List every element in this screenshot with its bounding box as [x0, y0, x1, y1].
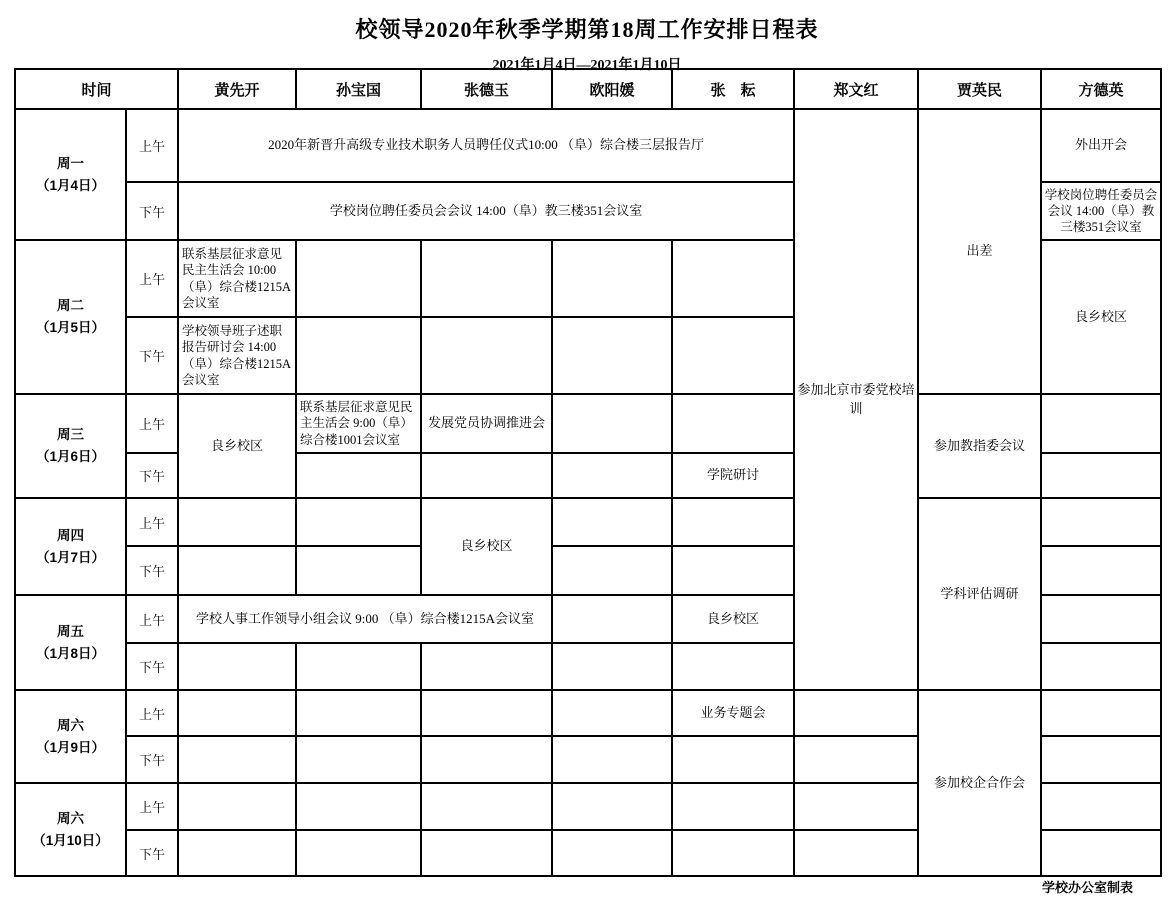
empty-cell: [296, 783, 421, 830]
empty-cell: [794, 690, 918, 736]
header-leader-ouyangyuan: 欧阳媛: [552, 69, 672, 109]
empty-cell: [794, 830, 918, 876]
ampm-cell: 上午: [126, 498, 178, 546]
empty-cell: [296, 453, 421, 498]
row-thu-am: [15, 498, 1161, 546]
cell-zhangdeyu-wed-am: 发展党员协调推进会: [421, 394, 552, 453]
page-title: 校领导2020年秋季学期第18周工作安排日程表: [355, 17, 819, 42]
empty-cell: [552, 783, 672, 830]
empty-cell: [794, 783, 918, 830]
cell-fangdeying-mon-am: 外出开会: [1041, 109, 1161, 182]
row-mon-am: [15, 109, 1161, 182]
ampm-cell: 下午: [126, 736, 178, 783]
cell-zhangyun-sat-am: 业务专题会: [672, 690, 794, 736]
header-row: [15, 69, 1161, 109]
empty-cell: [552, 317, 672, 394]
empty-cell: [552, 498, 672, 546]
row-sat9-am: [15, 690, 1161, 736]
empty-cell: [1041, 453, 1161, 498]
empty-cell: [178, 643, 296, 690]
empty-cell: [672, 736, 794, 783]
ampm-cell: 下午: [126, 317, 178, 394]
day-cell-thu: [15, 498, 126, 595]
ampm-cell: 上午: [126, 595, 178, 643]
day-label: 周一: [57, 155, 84, 171]
cell-jiayingmin-mon-tue: 出差: [918, 109, 1041, 394]
cell-zhangdeyu-thu: 良乡校区: [421, 498, 552, 595]
day-cell-sat10: [15, 783, 126, 876]
day-cell-tue: [15, 240, 126, 394]
empty-cell: [296, 546, 421, 595]
day-label: 周四: [57, 527, 84, 543]
empty-cell: [794, 736, 918, 783]
empty-cell: [421, 830, 552, 876]
empty-cell: [421, 643, 552, 690]
empty-cell: [421, 317, 552, 394]
empty-cell: [552, 453, 672, 498]
empty-cell: [296, 690, 421, 736]
day-cell-sat9: [15, 690, 126, 783]
ampm-cell: 下午: [126, 546, 178, 595]
empty-cell: [178, 783, 296, 830]
empty-cell: [672, 317, 794, 394]
cell-mon-pm-all-leaders: 学校岗位聘任委员会会议 14:00（阜）教三楼351会议室: [178, 182, 794, 240]
empty-cell: [1041, 595, 1161, 643]
empty-cell: [672, 643, 794, 690]
empty-cell: [1041, 394, 1161, 453]
date-range: 2021年1月4日—2021年1月10日: [492, 58, 682, 73]
empty-cell: [552, 595, 672, 643]
empty-cell: [178, 546, 296, 595]
cell-fangdeying-tue: 良乡校区: [1041, 240, 1161, 394]
empty-cell: [421, 736, 552, 783]
header-time: 时间: [15, 69, 178, 109]
empty-cell: [421, 690, 552, 736]
day-cell-fri: [15, 595, 126, 690]
empty-cell: [296, 498, 421, 546]
ampm-cell: 上午: [126, 783, 178, 830]
empty-cell: [296, 830, 421, 876]
empty-cell: [552, 394, 672, 453]
ampm-cell: 下午: [126, 182, 178, 240]
day-date: （1月9日）: [35, 739, 106, 755]
cell-fangdeying-mon-pm: 学校岗位聘任委员会会议 14:00（阜）教三楼351会议室: [1041, 182, 1161, 240]
cell-mon-am-all-leaders: 2020年新晋升高级专业技术职务人员聘任仪式10:00 （阜）综合楼三层报告厅: [178, 109, 794, 182]
day-label: 周六: [57, 810, 84, 826]
empty-cell: [178, 736, 296, 783]
cell-fri-am-merged: 学校人事工作领导小组会议 9:00 （阜）综合楼1215A会议室: [178, 595, 552, 643]
row-wed-am: [15, 394, 1161, 453]
ampm-cell: 下午: [126, 453, 178, 498]
empty-cell: [296, 643, 421, 690]
ampm-cell: 上午: [126, 240, 178, 317]
cell-jiayingmin-wed: 参加教指委会议: [918, 394, 1041, 498]
header-leader-zhangyun: 张 耘: [672, 69, 794, 109]
empty-cell: [1041, 690, 1161, 736]
header-leader-fangdeying: 方德英: [1041, 69, 1161, 109]
header-leader-huangxiankai: 黄先开: [178, 69, 296, 109]
footer-note: 学校办公室制表: [1041, 880, 1133, 895]
day-label: 周三: [57, 427, 84, 443]
empty-cell: [1041, 498, 1161, 546]
header-leader-zhengwenhong: 郑文红: [794, 69, 918, 109]
header-leader-zhangdeyu: 张德玉: [421, 69, 552, 109]
day-cell-wed: [15, 394, 126, 498]
empty-cell: [552, 643, 672, 690]
cell-zhangyun-fri-am: 良乡校区: [672, 595, 794, 643]
empty-cell: [1041, 643, 1161, 690]
empty-cell: [672, 546, 794, 595]
empty-cell: [296, 317, 421, 394]
day-date: （1月5日）: [35, 320, 106, 335]
ampm-cell: 上午: [126, 109, 178, 182]
cell-huangxiankai-tue-am: 联系基层征求意见民主生活会 10:00（阜）综合楼1215A会议室: [178, 240, 296, 317]
day-date: （1月7日）: [35, 549, 106, 565]
ampm-cell: 下午: [126, 643, 178, 690]
empty-cell: [1041, 783, 1161, 830]
day-date: （1月10日）: [32, 832, 109, 848]
cell-jiayingmin-weekend: 参加校企合作会: [918, 690, 1041, 876]
empty-cell: [552, 830, 672, 876]
ampm-cell: 上午: [126, 690, 178, 736]
ampm-cell: 上午: [126, 394, 178, 453]
empty-cell: [296, 736, 421, 783]
empty-cell: [421, 783, 552, 830]
empty-cell: [672, 394, 794, 453]
cell-huangxiankai-tue-pm: 学校领导班子述职报告研讨会 14:00（阜）综合楼1215A会议室: [178, 317, 296, 394]
cell-zhangyun-wed-pm: 学院研讨: [672, 453, 794, 498]
empty-cell: [421, 453, 552, 498]
empty-cell: [672, 830, 794, 876]
empty-cell: [552, 736, 672, 783]
day-date: （1月8日）: [35, 645, 106, 661]
empty-cell: [296, 240, 421, 317]
day-label: 周五: [57, 623, 84, 639]
empty-cell: [552, 546, 672, 595]
empty-cell: [1041, 830, 1161, 876]
empty-cell: [552, 240, 672, 317]
empty-cell: [672, 783, 794, 830]
cell-jiayingmin-thu-fri: 学科评估调研: [918, 498, 1041, 690]
day-date: （1月6日）: [35, 449, 106, 464]
cell-zhengwenhong-mon-fri: 参加北京市委党校培训: [794, 109, 918, 690]
day-label: 周六: [57, 717, 84, 733]
day-label: 周二: [57, 298, 84, 314]
cell-sunbaoguo-wed-am: 联系基层征求意见民主生活会 9:00（阜）综合楼1001会议室: [296, 394, 421, 453]
empty-cell: [178, 830, 296, 876]
ampm-cell: 下午: [126, 830, 178, 876]
day-date: （1月4日）: [35, 177, 106, 193]
header-leader-jiayingmin: 贾英民: [918, 69, 1041, 109]
empty-cell: [1041, 546, 1161, 595]
empty-cell: [672, 498, 794, 546]
header-leader-sunbaoguo: 孙宝国: [296, 69, 421, 109]
cell-huangxiankai-wed: 良乡校区: [178, 394, 296, 498]
empty-cell: [552, 690, 672, 736]
empty-cell: [1041, 736, 1161, 783]
empty-cell: [421, 240, 552, 317]
empty-cell: [672, 240, 794, 317]
empty-cell: [178, 498, 296, 546]
empty-cell: [178, 690, 296, 736]
schedule-table: [14, 68, 1162, 877]
day-cell-mon: [15, 109, 126, 240]
